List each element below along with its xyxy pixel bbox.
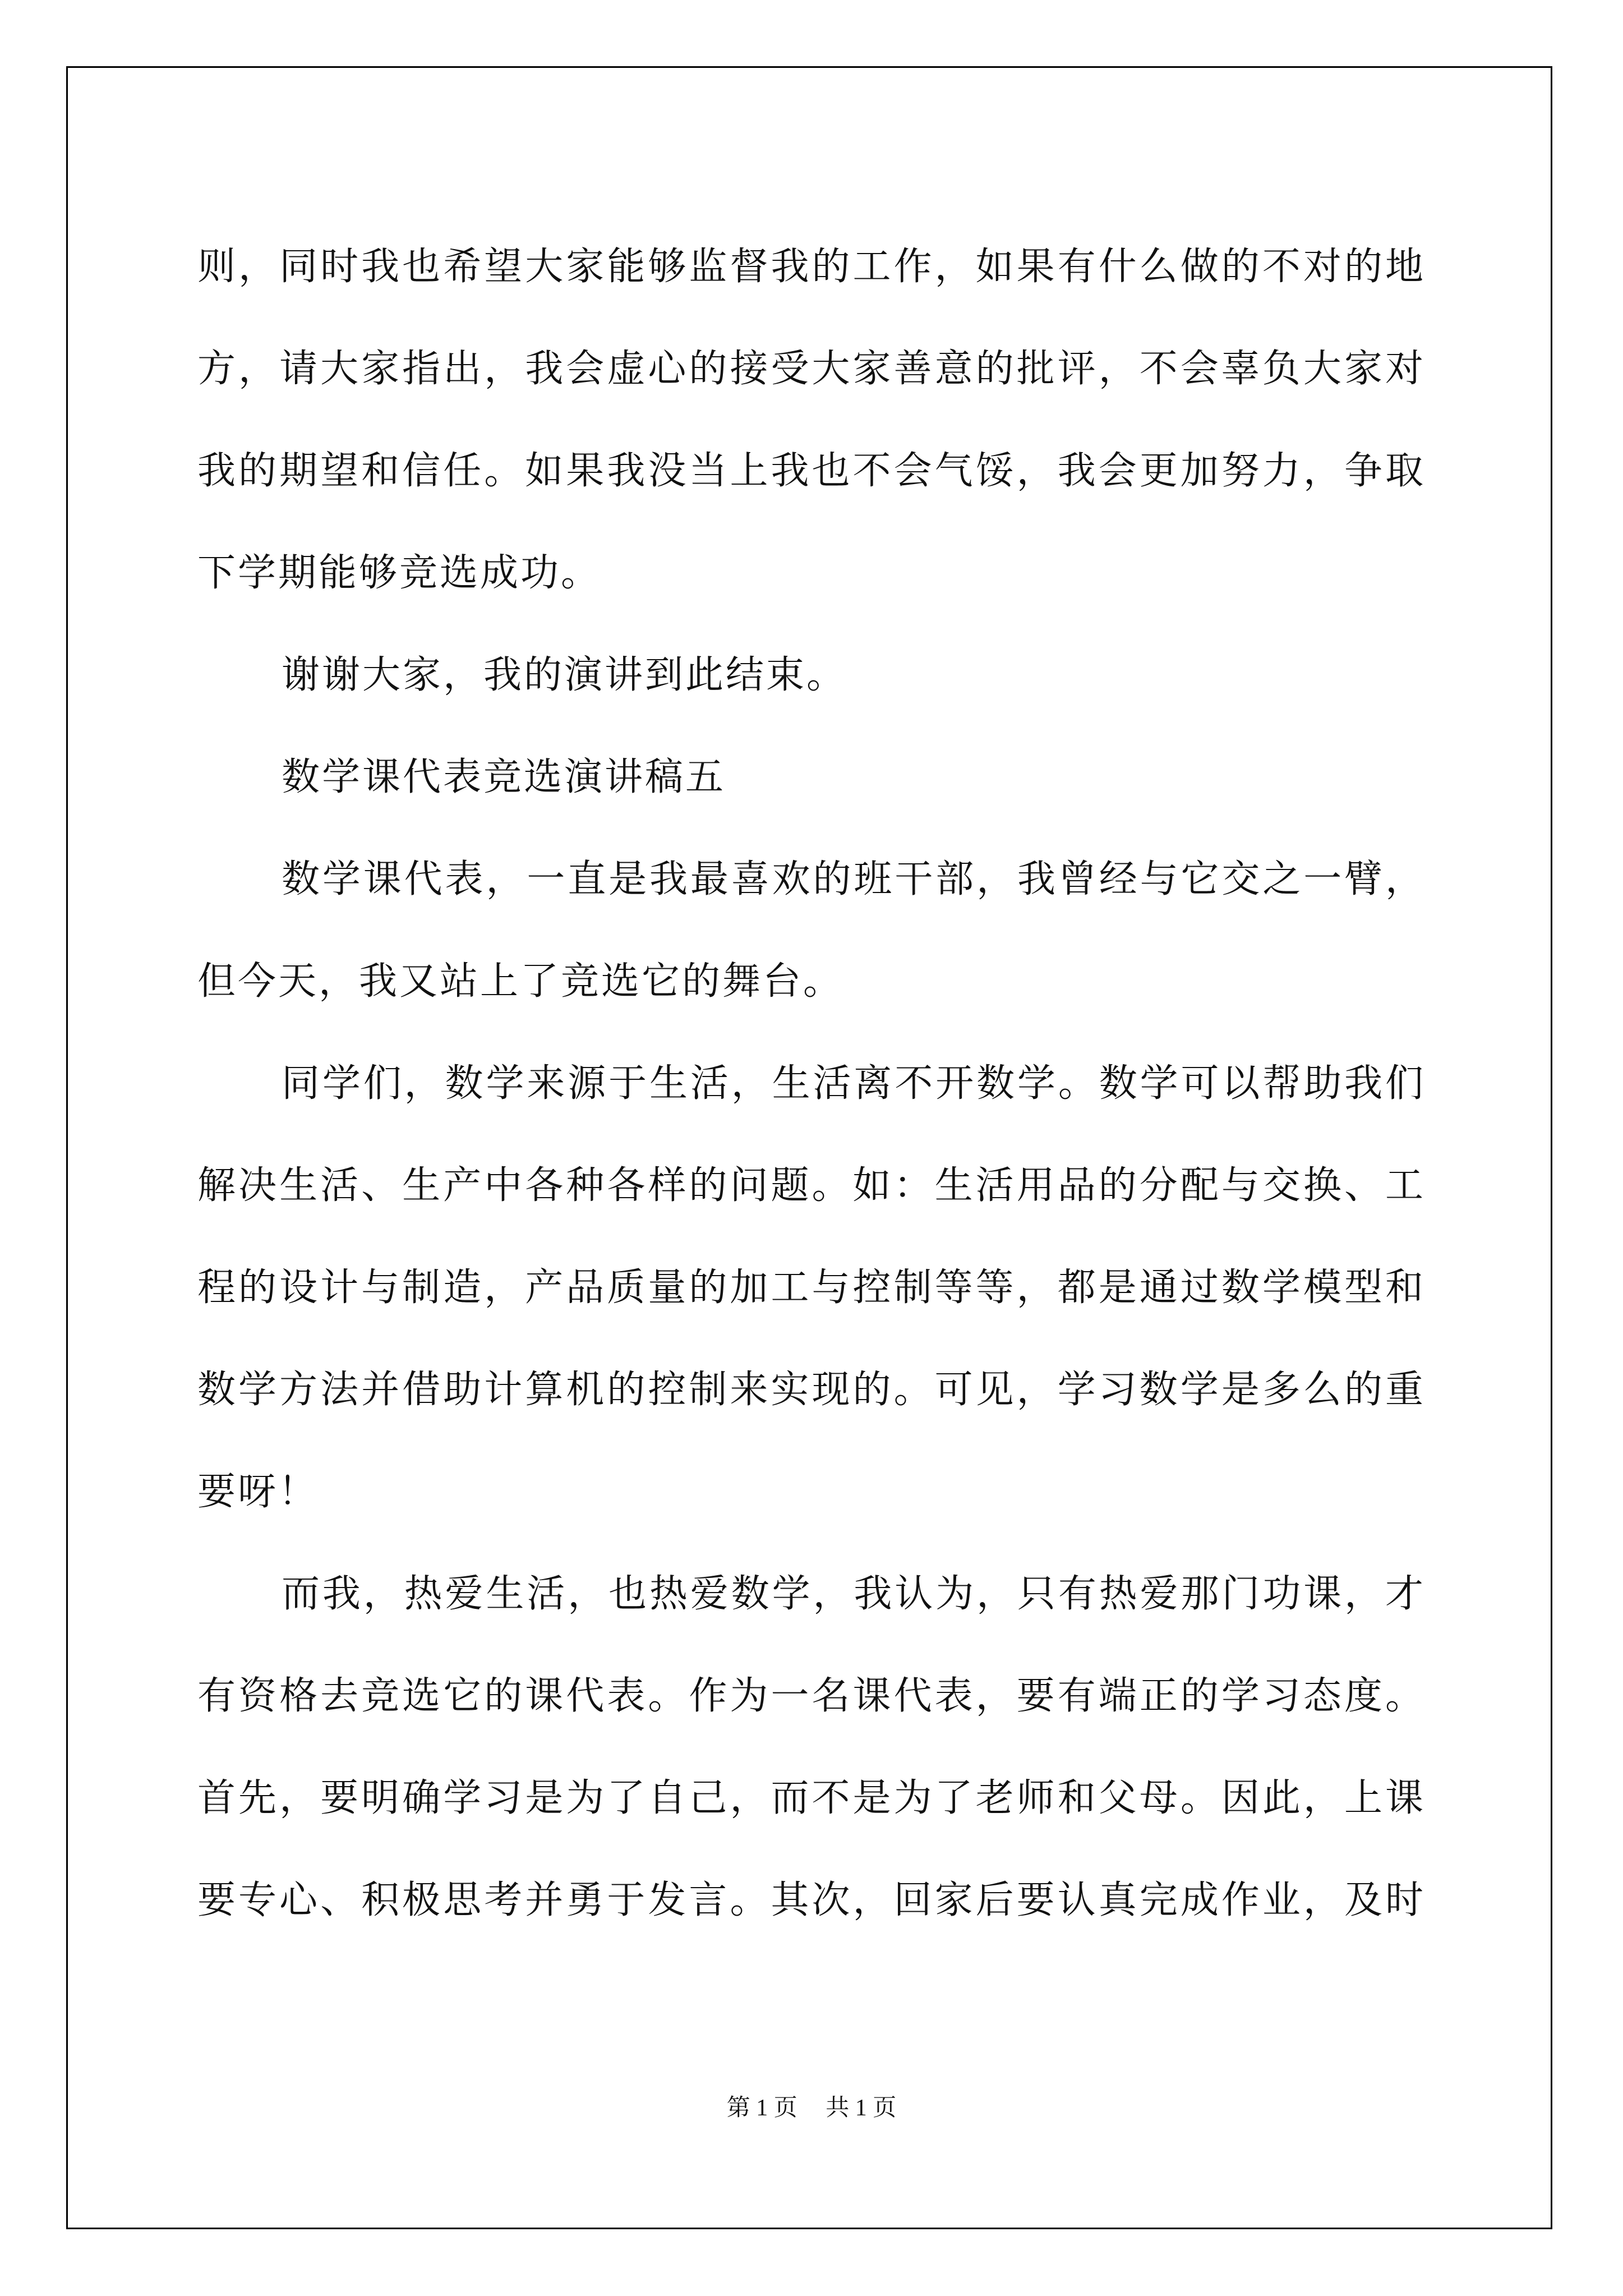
text-line: 数学方法并借助计算机的控制来实现的。可见，学习数学是多么的重 [197,1368,1426,1412]
text-line: 下学期能够竞选成功。 [197,551,602,595]
text-line: 要专心、积极思考并勇于发言。其次，回家后要认真完成作业，及时 [197,1878,1426,1922]
text-line: 我的期望和信任。如果我没当上我也不会气馁，我会更加努力，争取 [197,449,1426,493]
text-line: 首先，要明确学习是为了自己，而不是为了老师和父母。因此，上课 [197,1776,1426,1820]
document-body [197,216,1426,1952]
text-line: 数学课代表，一直是我最喜欢的班干部，我曾经与它交之一臂， [282,857,1426,901]
page-total: 共 1 页 [826,2095,897,2121]
text-line: 有资格去竞选它的课代表。作为一名课代表，要有端正的学习态度。 [197,1674,1426,1718]
page-number: 第 1 页 [726,2095,797,2121]
section-title: 数学课代表竞选演讲稿五 [282,755,726,799]
text-line: 解决生活、生产中各种各样的问题。如：生活用品的分配与交换、工 [197,1163,1426,1208]
text-line: 谢谢大家，我的演讲到此结束。 [282,653,847,697]
text-line: 但今天，我又站上了竞选它的舞台。 [197,959,844,1004]
text-line: 程的设计与制造，产品质量的加工与控制等等，都是通过数学模型和 [197,1266,1426,1310]
page-footer [0,2091,1623,2125]
text-line: 同学们，数学来源于生活，生活离不开数学。数学可以帮助我们 [282,1061,1426,1106]
text-line: 则，同时我也希望大家能够监督我的工作，如果有什么做的不对的地 [197,245,1426,289]
text-line: 要呀！ [197,1470,319,1514]
text-line: 方，请大家指出，我会虚心的接受大家善意的批评，不会辜负大家对 [197,347,1426,391]
text-line: 而我，热爱生活，也热爱数学，我认为，只有热爱那门功课，才 [282,1572,1426,1616]
